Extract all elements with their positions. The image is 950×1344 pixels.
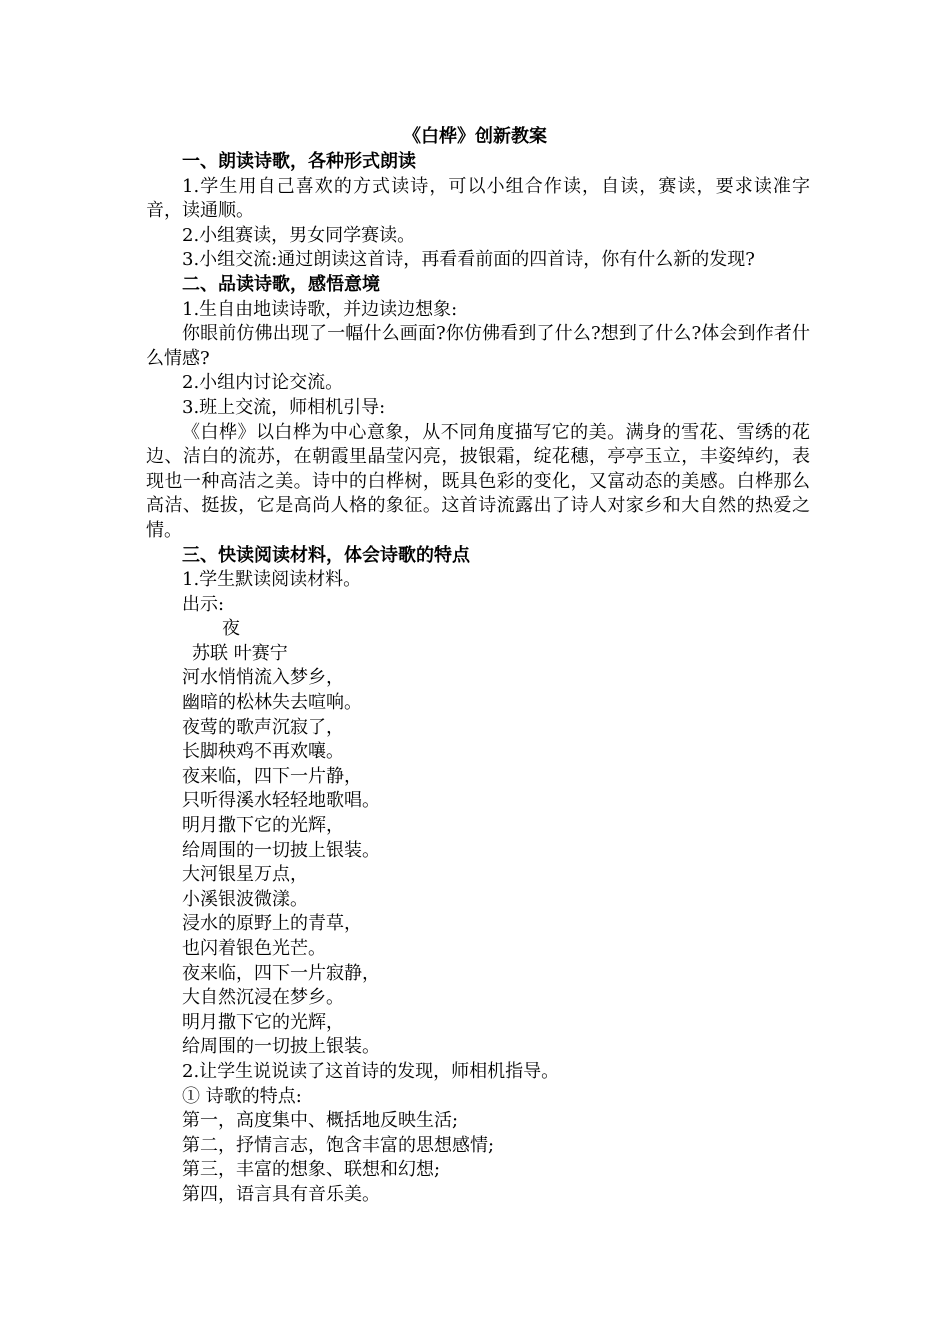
poem-line: 夜莺的歌声沉寂了， xyxy=(182,716,344,738)
document-body xyxy=(146,150,810,1208)
paragraph: 2.小组赛读，男女同学赛读。 xyxy=(182,224,416,246)
poem-line: 大河银星万点， xyxy=(182,864,308,886)
paragraph: 1.生自由地读诗歌，并边读边想象: xyxy=(182,298,458,320)
feature-item: 第三，丰富的想象、联想和幻想; xyxy=(182,1159,441,1181)
poem-line: 夜来临，四下一片静， xyxy=(182,765,362,787)
section-heading-1: 一、朗读诗歌，各种形式朗读 xyxy=(182,151,416,172)
poem-line: 长脚秧鸡不再欢嚷。 xyxy=(182,741,344,763)
poem-line: 只听得溪水轻轻地歌唱。 xyxy=(182,790,380,812)
paragraph: 3.班上交流，师相机引导: xyxy=(182,396,386,418)
poem-line: 幽暗的松林失去喧响。 xyxy=(182,692,362,714)
feature-item: 第二，抒情言志，饱含丰富的思想感情; xyxy=(182,1134,495,1156)
paragraph: 1.学生用自己喜欢的方式读诗，可以小组合作读，自读，赛读，要求读准字音，读通顺。 xyxy=(146,175,810,222)
paragraph: 2.让学生说说读了这首诗的发现，师相机指导。 xyxy=(182,1060,560,1082)
section-heading-3: 三、快读阅读材料，体会诗歌的特点 xyxy=(182,544,470,566)
paragraph: 2.小组内讨论交流。 xyxy=(182,372,344,394)
poem xyxy=(146,666,810,1060)
document-title: 《白桦》创新教案 xyxy=(403,126,547,147)
poem-line: 明月撒下它的光辉， xyxy=(182,1011,344,1033)
poem-line: 大自然沉浸在梦乡。 xyxy=(182,987,344,1009)
poem-title: 夜 xyxy=(222,618,240,640)
show-label: 出示: xyxy=(182,593,225,615)
subheading-poem-features: ① 诗歌的特点: xyxy=(182,1085,302,1107)
poem-line: 明月撒下它的光辉， xyxy=(182,815,344,837)
poem-line: 河水悄悄流入梦乡， xyxy=(182,667,344,689)
poem-line: 给周围的一切披上银装。 xyxy=(182,839,380,861)
poem-line: 也闪着银色光芒。 xyxy=(182,938,326,959)
feature-item: 第一，高度集中、概括地反映生活; xyxy=(182,1110,459,1132)
poem-line: 夜来临，四下一片寂静， xyxy=(182,962,380,984)
paragraph: 3.小组交流:通过朗读这首诗，再看看前面的四首诗，你有什么新的发现? xyxy=(182,249,755,271)
poem-author: 苏联 叶赛宁 xyxy=(192,642,288,664)
poem-line: 小溪银波微漾。 xyxy=(182,888,308,910)
poem-line: 给周围的一切披上银装。 xyxy=(182,1036,380,1058)
paragraph: 《白桦》以白桦为中心意象，从不同角度描写它的美。满身的雪花、雪绣的花边、洁白的流苏，在朝霞里晶莹闪亮，披银霜，绽花穗，亭亭玉立，丰姿绰约，表现也一种高洁之美。诗中的白桦树，既具色彩的变化，又富动态的美感。白桦那么高洁、挺拔，它是高尚人格的象征。这首诗流露出了诗人对家乡和大自然的热爱之情。 xyxy=(146,421,810,541)
paragraph: 你眼前仿佛出现了一幅什么画面?你仿佛看到了什么?想到了什么?体会到作者什么情感? xyxy=(146,323,810,369)
paragraph: 1.学生默读阅读材料。 xyxy=(182,569,362,591)
poem-line: 浸水的原野上的青草， xyxy=(182,913,362,935)
section-heading-2: 二、品读诗歌，感悟意境 xyxy=(182,273,380,295)
feature-item: 第四，语言具有音乐美。 xyxy=(182,1183,380,1205)
